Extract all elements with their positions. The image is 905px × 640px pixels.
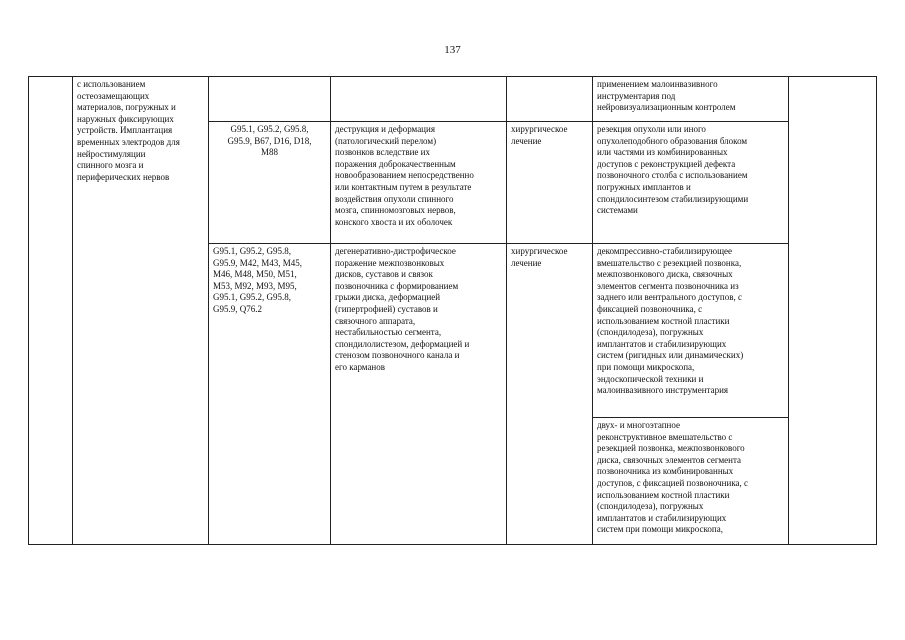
codes-cell: G95.1, G95.2, G95.8, G95.9, B67, D16, D18, M88: [209, 122, 331, 244]
treatment-type-cell: хирургическое лечение: [507, 244, 593, 545]
procedures-table: [28, 76, 877, 545]
page-number: 137: [444, 44, 461, 56]
patient-model-cell: [331, 77, 507, 122]
cost-cell: [789, 77, 877, 545]
treatment-method-cell: применением малоинвазивного инструментария под нейровизуализационным контролем: [593, 77, 789, 122]
patient-model-cell: дегенеративно-дистрофическое поражение межпозвонковых дисков, суставов и связок позвоночника с формированием грыжи диска, деформацией (гипертрофией) суставов и связочного аппарата, нестабильностью сегмента, спондилолистезом, деформацией и стенозом позвоночного канала и его карманов: [331, 244, 507, 545]
treatment-method-cell: резекция опухоли или иного опухолеподобного образования блоком или частями из комбинированных доступов с реконструкцией дефекта позвоночного столба с использованием погружных имплантов и спондилосинтезом стабилизирующими системами: [593, 122, 789, 244]
method-description-cell: с использованием остеозамещающих материалов, погружных и наружных фиксирующих устройств. Имплантация временных электродов для нейростимуляции спинного мозга и периферических нервов: [73, 77, 209, 545]
number-cell: [29, 77, 73, 545]
treatment-type-cell: [507, 77, 593, 122]
patient-model-cell: деструкция и деформация (патологический перелом) позвонков вследствие их поражения доброкачественным новообразованием непосредственно или контактным путем в результате воздействия опухоли спинного мозга, спинномозговых нервов, конского хвоста и их оболочек: [331, 122, 507, 244]
treatment-method-cell: двух- и многоэтапное реконструктивное вмешательство с резекцией позвонка, межпозвонкового диска, связочных элементов сегмента позвоночника из комбинированных доступов, с фиксацией позвоночника, с использованием костной пластики (спондилодеза), погружных имплантатов и стабилизирующих систем при помощи микроскопа,: [593, 418, 789, 545]
treatment-type-cell: хирургическое лечение: [507, 122, 593, 244]
codes-cell: [209, 77, 331, 122]
treatment-method-cell: декомпрессивно-стабилизирующее вмешательство с резекцией позвонка, межпозвонкового диска, связочных элементов сегмента позвоночника из заднего или вентрального доступов, с фиксацией позвоночника, с использованием костной пластики (спондилодеза), погружных имплантатов и стабилизирующих систем (ригидных или динамических) при помощи микроскопа, эндоскопической техники и малоинвазивного инструментария: [593, 244, 789, 418]
table-row: [29, 77, 877, 122]
codes-cell: G95.1, G95.2, G95.8, G95.9, M42, M43, M45, M46, M48, M50, M51, M53, M92, M93, M95, G95.1, G95.2, G95.8, G95.9, Q76.2: [209, 244, 331, 545]
